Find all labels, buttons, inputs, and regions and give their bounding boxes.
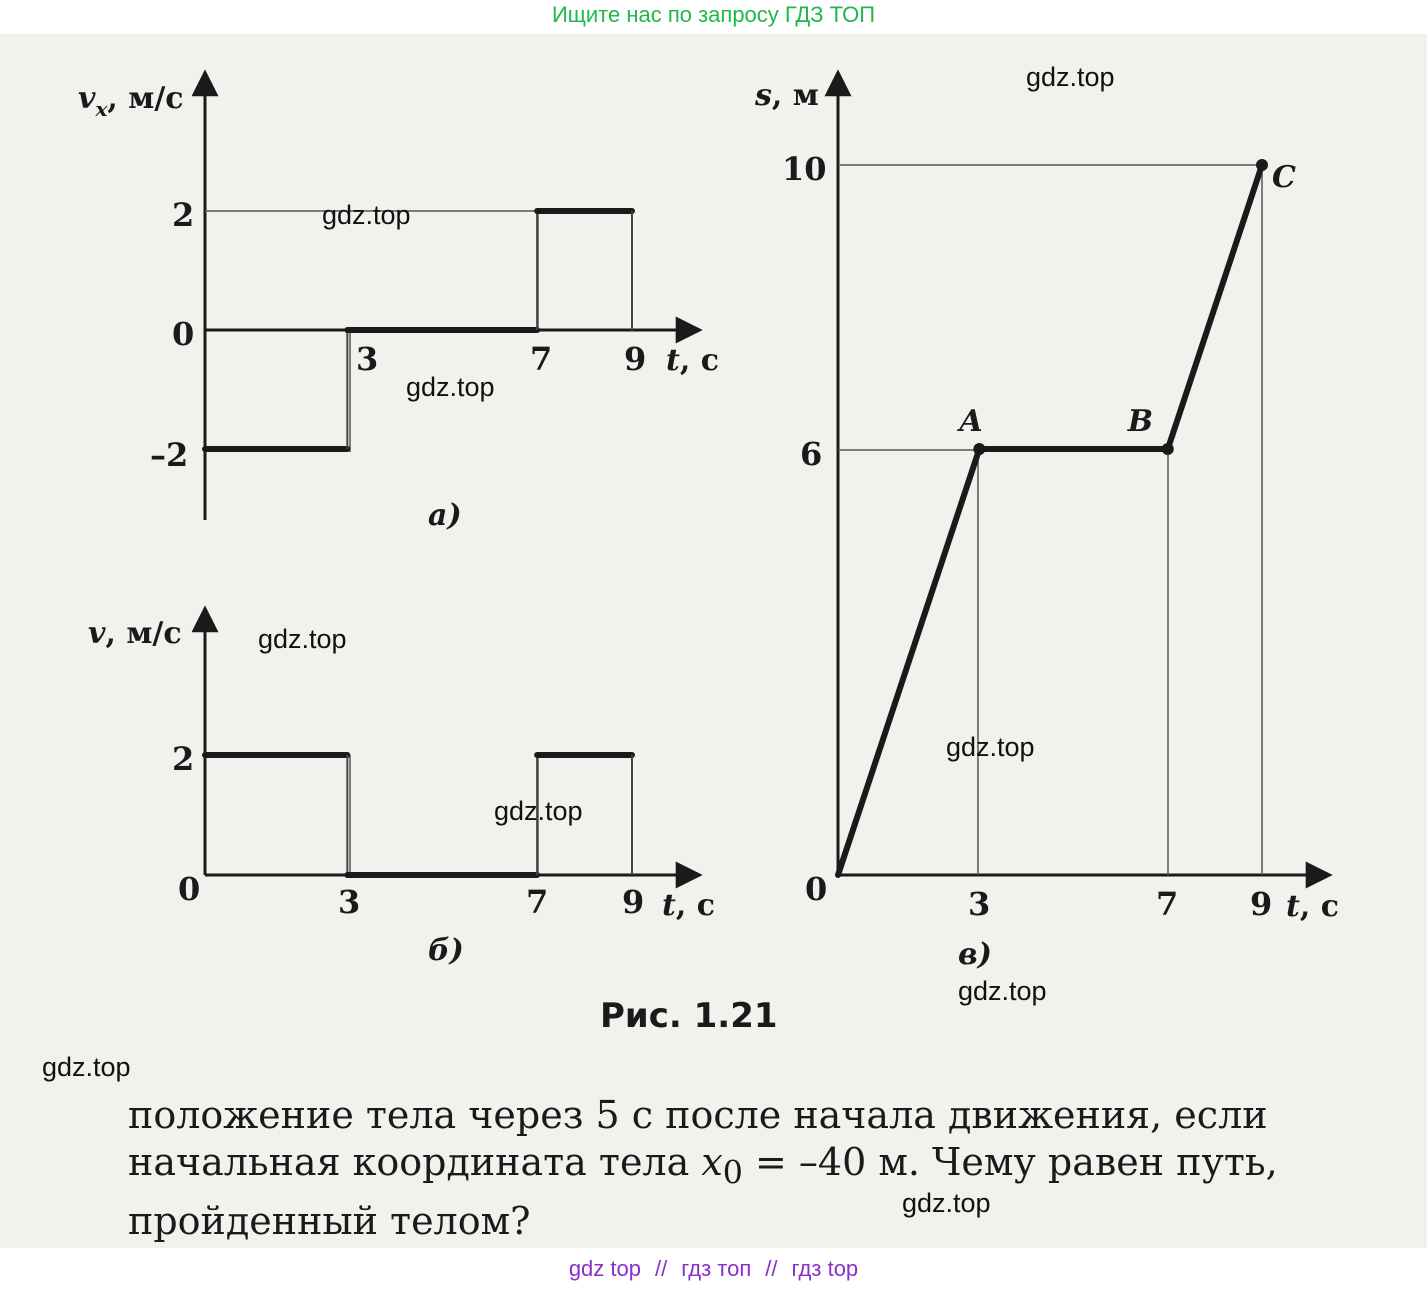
watermark: gdz.top	[42, 1052, 131, 1082]
graph-b-x-label: t, с	[662, 888, 716, 923]
x0-subscript: 0	[722, 1155, 743, 1192]
problem-line-3: пройденный телом?	[128, 1198, 531, 1243]
graph-b-ytick-2: 2	[172, 740, 195, 778]
bottom-banner-link-2[interactable]: гдз топ	[681, 1256, 752, 1281]
graph-v-y-label: s, м	[755, 78, 819, 113]
problem-line-1: положение тела через 5 с после начала движения, если	[128, 1093, 1268, 1137]
top-banner: Ищите нас по запросу ГДЗ ТОП	[551, 2, 876, 27]
watermark: gdz.top	[494, 796, 583, 826]
graph-a-xtick-9: 9	[624, 340, 647, 378]
bottom-banner-separator: //	[654, 1256, 668, 1281]
graph-v	[754, 72, 1339, 972]
graph-v-point-a	[973, 443, 985, 455]
graph-v-point-c	[1256, 159, 1268, 171]
graph-a	[78, 72, 719, 533]
graph-a-xtick-3: 3	[356, 340, 379, 378]
graph-v-panel-label: в)	[958, 937, 992, 972]
graph-v-point-label-b: B	[1127, 404, 1154, 439]
graph-b-panel-label: б)	[428, 933, 464, 968]
watermark: gdz.top	[958, 976, 1047, 1006]
graph-a-panel-label: а)	[428, 498, 462, 533]
bottom-banner-link-1[interactable]: gdz top	[568, 1256, 641, 1281]
graph-b	[88, 608, 715, 968]
graph-b-y-label: v, м/с	[88, 616, 182, 651]
graph-v-path-segment	[1168, 165, 1262, 449]
graph-v-path-segment	[838, 449, 979, 875]
graph-a-ytick-minus2: –2	[150, 436, 189, 474]
problem-line-2b: = –40 м. Чему равен путь,	[742, 1140, 1278, 1184]
watermark: gdz.top	[258, 624, 347, 654]
graph-a-origin: 0	[172, 315, 195, 353]
graph-v-point-label-a: A	[959, 404, 983, 439]
watermark: gdz.top	[902, 1188, 991, 1218]
graph-v-xtick-9: 9	[1250, 885, 1273, 923]
graph-v-ytick-10: 10	[782, 150, 827, 188]
graph-v-xtick-3: 3	[968, 885, 991, 923]
problem-line-2a: начальная координата тела	[128, 1140, 702, 1184]
x0-symbol: x	[701, 1140, 723, 1184]
graph-a-xtick-7: 7	[530, 340, 553, 378]
watermark: gdz.top	[322, 200, 411, 230]
graph-a-x-label: t, с	[666, 343, 720, 378]
watermark: gdz.top	[1026, 62, 1115, 92]
watermark: gdz.top	[946, 732, 1035, 762]
graph-b-origin: 0	[178, 870, 201, 908]
graph-v-point-b	[1162, 443, 1174, 455]
bottom-banner	[0, 1252, 1427, 1286]
graph-a-y-label: $v_x$, м/с	[78, 81, 184, 121]
figure-caption: Рис. 1.21	[600, 996, 778, 1036]
bottom-banner-link-3[interactable]: гдз top	[791, 1256, 859, 1281]
graph-v-xtick-7: 7	[1156, 885, 1179, 923]
graph-b-xtick-7: 7	[526, 883, 549, 921]
graph-b-xtick-3: 3	[338, 883, 361, 921]
graph-b-xtick-9: 9	[622, 883, 645, 921]
problem-text	[128, 1092, 1368, 1245]
graph-v-ytick-6: 6	[800, 435, 823, 473]
graph-v-point-label-c: C	[1272, 160, 1296, 195]
graph-a-ytick-2: 2	[172, 196, 195, 234]
graph-v-x-label: t, с	[1286, 889, 1340, 924]
bottom-banner-separator: //	[765, 1256, 778, 1281]
graph-v-origin: 0	[805, 870, 828, 908]
watermark: gdz.top	[406, 372, 495, 402]
